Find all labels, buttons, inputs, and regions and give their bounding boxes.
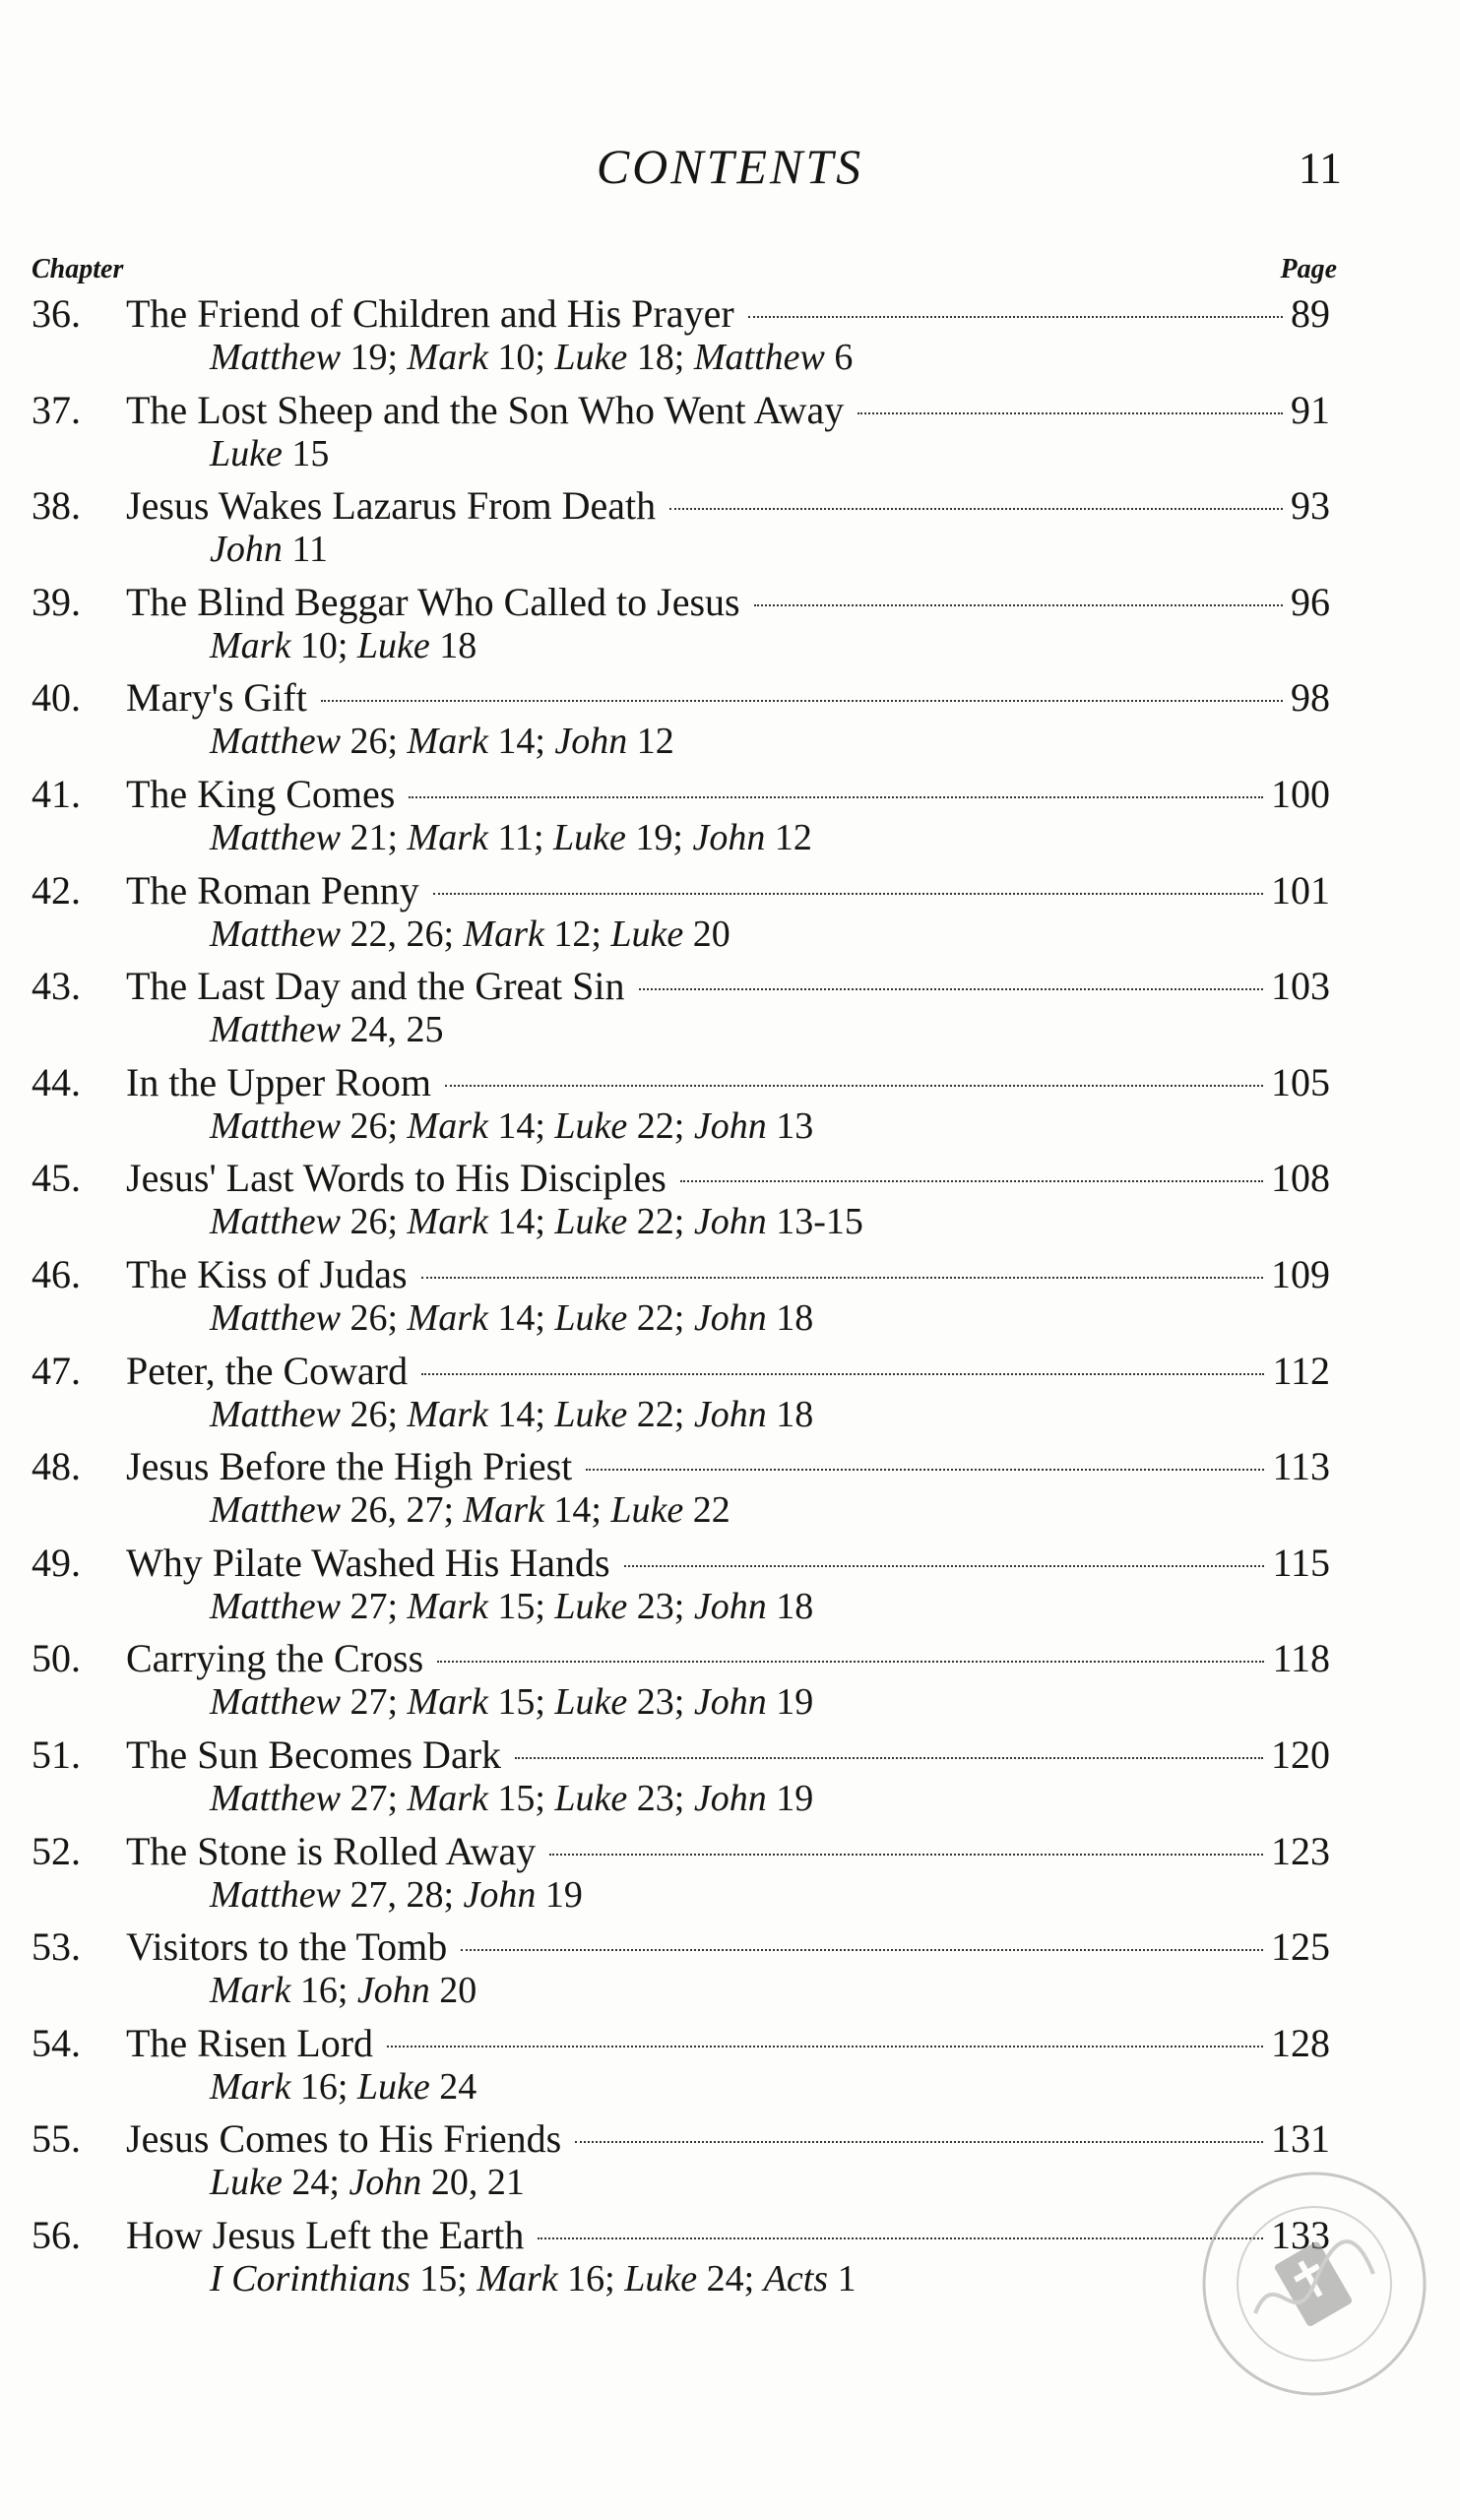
chapter-ref: 22; bbox=[627, 1201, 694, 1243]
chapter-title: The Blind Beggar Who Called to Jesus bbox=[126, 579, 740, 624]
book-name: Luke bbox=[554, 1585, 628, 1627]
dot-leader bbox=[624, 1565, 1265, 1567]
toc-entry bbox=[0, 1731, 1460, 1825]
chapter-ref: 24 bbox=[429, 2065, 477, 2108]
chapter-ref: 15; bbox=[487, 1585, 555, 1627]
page-number-ref: 115 bbox=[1272, 1540, 1330, 1585]
toc-entry-main-line bbox=[0, 673, 1460, 723]
page-number-ref: 98 bbox=[1291, 675, 1330, 721]
toc-entry-main-line bbox=[0, 1922, 1460, 1972]
book-name: John bbox=[463, 1873, 537, 1916]
watermark-seal-icon bbox=[1196, 2166, 1432, 2402]
book-name: Mark bbox=[407, 1201, 488, 1243]
title-row bbox=[126, 289, 1330, 339]
chapter-number: 47. bbox=[32, 1348, 81, 1393]
title-row bbox=[126, 1731, 1330, 1780]
toc-entry bbox=[0, 1058, 1460, 1153]
book-name: Luke bbox=[356, 624, 430, 666]
toc-entry-main-line bbox=[0, 1058, 1460, 1107]
column-labels bbox=[0, 254, 1460, 293]
book-name: Matthew bbox=[693, 337, 825, 378]
chapter-ref: 16; bbox=[290, 1970, 357, 2012]
toc-entry-main-line bbox=[0, 1731, 1460, 1780]
book-name: Mark bbox=[407, 1585, 488, 1627]
toc-entry-main-line bbox=[0, 1442, 1460, 1491]
chapter-ref: 27, 28; bbox=[340, 1873, 464, 1916]
toc-entry-main-line bbox=[0, 770, 1460, 819]
page-number: 11 bbox=[1298, 143, 1342, 193]
chapter-number: 56. bbox=[32, 2213, 81, 2257]
chapter-number: 54. bbox=[32, 2020, 81, 2065]
chapter-ref: 22; bbox=[627, 1104, 694, 1147]
page-heading: CONTENTS bbox=[596, 139, 864, 194]
book-name: Luke bbox=[553, 817, 626, 858]
dot-leader bbox=[421, 1277, 1263, 1279]
book-name: Luke bbox=[554, 337, 628, 378]
title-row bbox=[126, 2114, 1330, 2164]
scripture-references bbox=[210, 1585, 813, 1628]
dot-leader bbox=[748, 316, 1283, 318]
chapter-ref: 12 bbox=[765, 817, 812, 858]
chapter-number: 40. bbox=[32, 675, 81, 721]
chapter-ref: 21; bbox=[340, 817, 408, 858]
scripture-references bbox=[210, 528, 328, 571]
chapter-title: The Lost Sheep and the Son Who Went Away bbox=[126, 387, 845, 432]
chapter-title: The Kiss of Judas bbox=[126, 1252, 408, 1296]
scripture-references bbox=[210, 2257, 857, 2300]
chapter-ref: 22; bbox=[627, 1297, 694, 1339]
chapter-ref: 22; bbox=[627, 1393, 694, 1435]
book-name: Luke bbox=[610, 1489, 684, 1532]
page-number-ref: 100 bbox=[1271, 772, 1330, 816]
chapter-title: Why Pilate Washed His Hands bbox=[126, 1540, 610, 1585]
chapter-column-label: Chapter bbox=[32, 254, 124, 284]
toc-entry-main-line bbox=[0, 1154, 1460, 1203]
toc-entry-main-line bbox=[0, 962, 1460, 1011]
page-number-ref: 93 bbox=[1291, 483, 1330, 529]
book-name: Mark bbox=[407, 721, 488, 763]
scripture-references bbox=[210, 1488, 730, 1532]
book-name: Matthew bbox=[210, 1201, 341, 1243]
dot-leader bbox=[515, 1757, 1263, 1759]
book-name: Matthew bbox=[210, 1489, 341, 1532]
chapter-number: 38. bbox=[32, 483, 81, 529]
chapter-ref: 6 bbox=[824, 337, 854, 378]
toc-entry-main-line bbox=[0, 1827, 1460, 1876]
book-name: Mark bbox=[407, 1393, 488, 1435]
title-row bbox=[126, 770, 1330, 819]
dot-leader bbox=[437, 1661, 1264, 1663]
title-row bbox=[126, 962, 1330, 1011]
scripture-references bbox=[210, 1008, 443, 1051]
chapter-ref: 1 bbox=[828, 2258, 857, 2300]
page-number-ref: 101 bbox=[1271, 867, 1330, 913]
dot-leader bbox=[549, 1854, 1263, 1856]
page-number-ref: 123 bbox=[1271, 1828, 1330, 1873]
chapter-ref: 20, 21 bbox=[421, 2162, 525, 2204]
scripture-references bbox=[210, 720, 674, 763]
chapter-ref: 14; bbox=[487, 1393, 555, 1435]
toc-entry bbox=[0, 289, 1460, 384]
chapter-ref: 24, 25 bbox=[340, 1009, 444, 1051]
dot-leader bbox=[575, 2141, 1263, 2143]
chapter-ref: 18 bbox=[766, 1297, 814, 1339]
chapter-ref: 19 bbox=[766, 1681, 814, 1724]
toc-entry bbox=[0, 1250, 1460, 1345]
title-row bbox=[126, 866, 1330, 915]
chapter-ref: 27; bbox=[340, 1778, 408, 1819]
page-number-ref: 113 bbox=[1272, 1444, 1330, 1489]
page-number-ref: 118 bbox=[1272, 1636, 1330, 1681]
chapter-title: Visitors to the Tomb bbox=[126, 1924, 448, 1970]
toc-entry bbox=[0, 962, 1460, 1056]
chapter-number: 53. bbox=[32, 1924, 81, 1970]
chapter-title: Mary's Gift bbox=[126, 675, 307, 721]
chapter-ref: 27; bbox=[340, 1681, 408, 1724]
toc-entry-main-line bbox=[0, 289, 1460, 339]
toc-entry bbox=[0, 673, 1460, 768]
toc-entry bbox=[0, 386, 1460, 480]
chapter-ref: 14; bbox=[543, 1489, 611, 1532]
book-name: John bbox=[693, 1681, 767, 1724]
book-name: Matthew bbox=[210, 1585, 341, 1627]
title-row bbox=[126, 481, 1330, 531]
chapter-ref: 14; bbox=[487, 1104, 555, 1147]
book-name: Luke bbox=[210, 2162, 283, 2204]
scripture-references bbox=[210, 1296, 813, 1340]
dot-leader bbox=[754, 604, 1283, 606]
title-row bbox=[126, 386, 1330, 435]
chapter-ref: 15; bbox=[410, 2258, 477, 2300]
title-row bbox=[126, 1827, 1330, 1876]
dot-leader bbox=[538, 2237, 1263, 2239]
chapter-title: The Risen Lord bbox=[126, 2020, 374, 2065]
chapter-ref: 20 bbox=[429, 1970, 477, 2012]
chapter-ref: 15; bbox=[487, 1681, 555, 1724]
title-row bbox=[126, 1922, 1330, 1972]
page-number-ref: 109 bbox=[1271, 1252, 1330, 1296]
chapter-ref: 18 bbox=[429, 624, 477, 666]
chapter-title: Jesus' Last Words to His Disciples bbox=[126, 1156, 667, 1201]
toc-entry bbox=[0, 1827, 1460, 1922]
chapter-title: How Jesus Left the Earth bbox=[126, 2213, 525, 2257]
chapter-ref: 15; bbox=[487, 1778, 555, 1819]
dot-leader bbox=[433, 893, 1263, 895]
dot-leader bbox=[387, 2046, 1263, 2048]
book-name: Mark bbox=[407, 817, 488, 858]
scripture-references bbox=[210, 1969, 476, 2012]
page-number-ref: 89 bbox=[1291, 291, 1330, 336]
title-row bbox=[126, 1154, 1330, 1203]
chapter-ref: 19; bbox=[625, 817, 693, 858]
chapter-ref: 10; bbox=[290, 624, 357, 666]
toc-entry bbox=[0, 1634, 1460, 1729]
book-name: Luke bbox=[356, 2065, 430, 2108]
chapter-ref: 14; bbox=[487, 1297, 555, 1339]
book-name: Mark bbox=[407, 1681, 488, 1724]
chapter-ref: 24; bbox=[697, 2258, 764, 2300]
toc-entry bbox=[0, 1922, 1460, 2017]
scripture-references bbox=[210, 1777, 813, 1820]
chapter-number: 50. bbox=[32, 1636, 81, 1681]
title-row bbox=[126, 1634, 1330, 1683]
chapter-number: 51. bbox=[32, 1732, 81, 1777]
book-name: Mark bbox=[210, 1970, 291, 2012]
scripture-references bbox=[210, 1200, 863, 1243]
chapter-ref: 18; bbox=[627, 337, 694, 378]
book-name: John bbox=[356, 1970, 430, 2012]
dot-leader bbox=[409, 796, 1263, 798]
toc-entry-main-line bbox=[0, 1634, 1460, 1683]
toc-entry-main-line bbox=[0, 2019, 1460, 2068]
dot-leader bbox=[669, 508, 1283, 510]
scripture-references bbox=[210, 624, 476, 667]
chapter-ref: 19 bbox=[536, 1873, 583, 1916]
chapter-ref: 14; bbox=[487, 721, 555, 763]
book-name: Luke bbox=[624, 2258, 698, 2300]
scripture-references bbox=[210, 2065, 476, 2109]
chapter-number: 49. bbox=[32, 1540, 81, 1585]
chapter-ref: 26; bbox=[340, 1393, 408, 1435]
toc-entry-main-line bbox=[0, 1250, 1460, 1299]
chapter-ref: 22, 26; bbox=[340, 913, 464, 955]
toc-entry bbox=[0, 866, 1460, 961]
chapter-ref: 12 bbox=[627, 721, 674, 763]
page-number-ref: 128 bbox=[1271, 2020, 1330, 2065]
book-name: Mark bbox=[407, 1104, 488, 1147]
toc-entry bbox=[0, 481, 1460, 576]
chapter-number: 42. bbox=[32, 867, 81, 913]
chapter-ref: 16; bbox=[290, 2065, 357, 2108]
chapter-number: 44. bbox=[32, 1059, 81, 1104]
chapter-ref: 26; bbox=[340, 1104, 408, 1147]
book-name: John bbox=[210, 529, 283, 571]
chapter-ref: 20 bbox=[683, 913, 730, 955]
book-name: Matthew bbox=[210, 1681, 341, 1724]
scripture-references bbox=[210, 432, 329, 475]
title-row bbox=[126, 578, 1330, 627]
chapter-ref: 23; bbox=[627, 1681, 694, 1724]
page-number-ref: 91 bbox=[1291, 387, 1330, 432]
chapter-number: 36. bbox=[32, 291, 81, 336]
title-row bbox=[126, 1539, 1330, 1588]
book-name: Luke bbox=[554, 1778, 628, 1819]
chapter-ref: 27; bbox=[340, 1585, 408, 1627]
chapter-number: 52. bbox=[32, 1828, 81, 1873]
chapter-title: The King Comes bbox=[126, 772, 396, 816]
book-name: Mark bbox=[463, 1489, 544, 1532]
title-row bbox=[126, 673, 1330, 723]
chapter-number: 55. bbox=[32, 2116, 81, 2162]
dot-leader bbox=[680, 1180, 1263, 1182]
title-row bbox=[126, 1442, 1330, 1491]
book-name: Matthew bbox=[210, 1104, 341, 1147]
chapter-ref: 11 bbox=[282, 529, 328, 571]
scripture-references bbox=[210, 1680, 813, 1724]
book-name: Matthew bbox=[210, 1393, 341, 1435]
chapter-number: 45. bbox=[32, 1156, 81, 1201]
running-head bbox=[0, 138, 1460, 197]
toc-entry-main-line bbox=[0, 2114, 1460, 2164]
chapter-ref: 26, 27; bbox=[340, 1489, 464, 1532]
page-number-ref: 112 bbox=[1272, 1348, 1330, 1393]
chapter-ref: 10; bbox=[487, 337, 555, 378]
toc-entry-main-line bbox=[0, 1347, 1460, 1396]
book-name: Matthew bbox=[210, 1009, 341, 1051]
book-name: Mark bbox=[407, 1778, 488, 1819]
chapter-title: In the Upper Room bbox=[126, 1059, 431, 1104]
page-number-ref: 103 bbox=[1271, 964, 1330, 1009]
scripture-references bbox=[210, 1104, 813, 1148]
chapter-ref: 19; bbox=[340, 337, 408, 378]
chapter-ref: 23; bbox=[627, 1778, 694, 1819]
chapter-title: Peter, the Coward bbox=[126, 1348, 409, 1393]
chapter-ref: 22 bbox=[683, 1489, 730, 1532]
chapter-ref: 26; bbox=[340, 1201, 408, 1243]
book-name: Luke bbox=[554, 1297, 628, 1339]
toc-entry-main-line bbox=[0, 1539, 1460, 1588]
book-name: John bbox=[554, 721, 628, 763]
book-name: Luke bbox=[210, 432, 283, 474]
toc-entry-main-line bbox=[0, 866, 1460, 915]
scripture-references bbox=[210, 336, 853, 379]
scripture-references bbox=[210, 913, 730, 956]
book-name: Mark bbox=[407, 1297, 488, 1339]
chapter-title: Jesus Before the High Priest bbox=[126, 1444, 573, 1489]
scripture-references bbox=[210, 816, 812, 859]
book-name: Mark bbox=[463, 913, 544, 955]
chapter-number: 46. bbox=[32, 1252, 81, 1296]
book-name: Matthew bbox=[210, 1873, 341, 1916]
dot-leader bbox=[461, 1949, 1263, 1951]
chapter-ref: 23; bbox=[627, 1585, 694, 1627]
book-name: John bbox=[693, 1778, 767, 1819]
chapter-number: 39. bbox=[32, 579, 81, 624]
book-name: Luke bbox=[554, 1104, 628, 1147]
toc-entry bbox=[0, 1539, 1460, 1633]
toc-entry bbox=[0, 1154, 1460, 1248]
page-number-ref: 96 bbox=[1291, 579, 1330, 624]
book-name: Matthew bbox=[210, 721, 341, 763]
page-number-ref: 120 bbox=[1271, 1732, 1330, 1777]
book-name: Luke bbox=[554, 1201, 628, 1243]
chapter-title: The Stone is Rolled Away bbox=[126, 1828, 537, 1873]
dot-leader bbox=[421, 1373, 1264, 1375]
dot-leader bbox=[857, 412, 1283, 414]
book-name: John bbox=[349, 2162, 422, 2204]
chapter-title: Carrying the Cross bbox=[126, 1636, 424, 1681]
chapter-ref: 18 bbox=[766, 1393, 814, 1435]
chapter-ref: 14; bbox=[487, 1201, 555, 1243]
chapter-ref: 24; bbox=[282, 2162, 349, 2204]
chapter-title: The Friend of Children and His Prayer bbox=[126, 291, 734, 336]
dot-leader bbox=[445, 1085, 1263, 1087]
book-name: Luke bbox=[554, 1393, 628, 1435]
chapter-number: 43. bbox=[32, 964, 81, 1009]
chapter-ref: 18 bbox=[766, 1585, 814, 1627]
chapter-ref: 19 bbox=[766, 1778, 814, 1819]
chapter-number: 48. bbox=[32, 1444, 81, 1489]
chapter-ref: 13-15 bbox=[766, 1201, 863, 1243]
chapter-ref: 26; bbox=[340, 1297, 408, 1339]
book-name: Mark bbox=[210, 624, 291, 666]
book-name: Matthew bbox=[210, 337, 341, 378]
title-row bbox=[126, 1250, 1330, 1299]
book-name: John bbox=[693, 1104, 767, 1147]
scripture-references bbox=[210, 2161, 525, 2204]
book-name: John bbox=[693, 1393, 767, 1435]
book-name: Matthew bbox=[210, 1297, 341, 1339]
toc-entry-main-line bbox=[0, 386, 1460, 435]
chapter-title: The Roman Penny bbox=[126, 867, 419, 913]
chapter-ref: 16; bbox=[557, 2258, 625, 2300]
book-name: Matthew bbox=[210, 1778, 341, 1819]
toc-entry bbox=[0, 770, 1460, 864]
book-name: Mark bbox=[476, 2258, 558, 2300]
chapter-title: The Last Day and the Great Sin bbox=[126, 964, 625, 1009]
book-name: Matthew bbox=[210, 913, 341, 955]
scripture-references bbox=[210, 1873, 583, 1917]
chapter-title: Jesus Wakes Lazarus From Death bbox=[126, 483, 657, 529]
chapter-number: 41. bbox=[32, 772, 81, 816]
toc-entry bbox=[0, 1442, 1460, 1537]
book-name: I Corinthians bbox=[210, 2258, 411, 2300]
chapter-ref: 12; bbox=[543, 913, 611, 955]
chapter-ref: 26; bbox=[340, 721, 408, 763]
page-number-ref: 105 bbox=[1271, 1059, 1330, 1104]
book-name: Luke bbox=[610, 913, 684, 955]
title-row bbox=[126, 2019, 1330, 2068]
toc-entry-main-line bbox=[0, 578, 1460, 627]
dot-leader bbox=[639, 988, 1263, 990]
dot-leader bbox=[586, 1469, 1264, 1471]
scripture-references bbox=[210, 1393, 813, 1436]
chapter-ref: 13 bbox=[766, 1104, 814, 1147]
chapter-number: 37. bbox=[32, 387, 81, 432]
book-name: Acts bbox=[763, 2258, 829, 2300]
title-row bbox=[126, 2211, 1330, 2260]
toc-entry bbox=[0, 1347, 1460, 1441]
book-name: Mark bbox=[210, 2065, 291, 2108]
book-name: Matthew bbox=[210, 817, 341, 858]
book-name: John bbox=[693, 1201, 767, 1243]
book-name: John bbox=[693, 1585, 767, 1627]
chapter-title: Jesus Comes to His Friends bbox=[126, 2116, 562, 2162]
chapter-ref: 11; bbox=[487, 817, 554, 858]
toc-entry bbox=[0, 2019, 1460, 2113]
page-number-ref: 108 bbox=[1271, 1156, 1330, 1201]
page-column-label: Page bbox=[1280, 254, 1337, 284]
book-name: Mark bbox=[407, 337, 488, 378]
book-name: John bbox=[692, 817, 766, 858]
page-number-ref: 131 bbox=[1271, 2116, 1330, 2162]
toc-entry-main-line bbox=[0, 481, 1460, 531]
toc-entry bbox=[0, 578, 1460, 672]
book-name: Luke bbox=[554, 1681, 628, 1724]
page-number-ref: 125 bbox=[1271, 1924, 1330, 1970]
page-number-ref: 133 bbox=[1271, 2213, 1330, 2257]
chapter-ref: 15 bbox=[282, 432, 330, 474]
dot-leader bbox=[321, 700, 1283, 702]
title-row bbox=[126, 1347, 1330, 1396]
book-name: John bbox=[693, 1297, 767, 1339]
chapter-title: The Sun Becomes Dark bbox=[126, 1732, 502, 1777]
title-row bbox=[126, 1058, 1330, 1107]
